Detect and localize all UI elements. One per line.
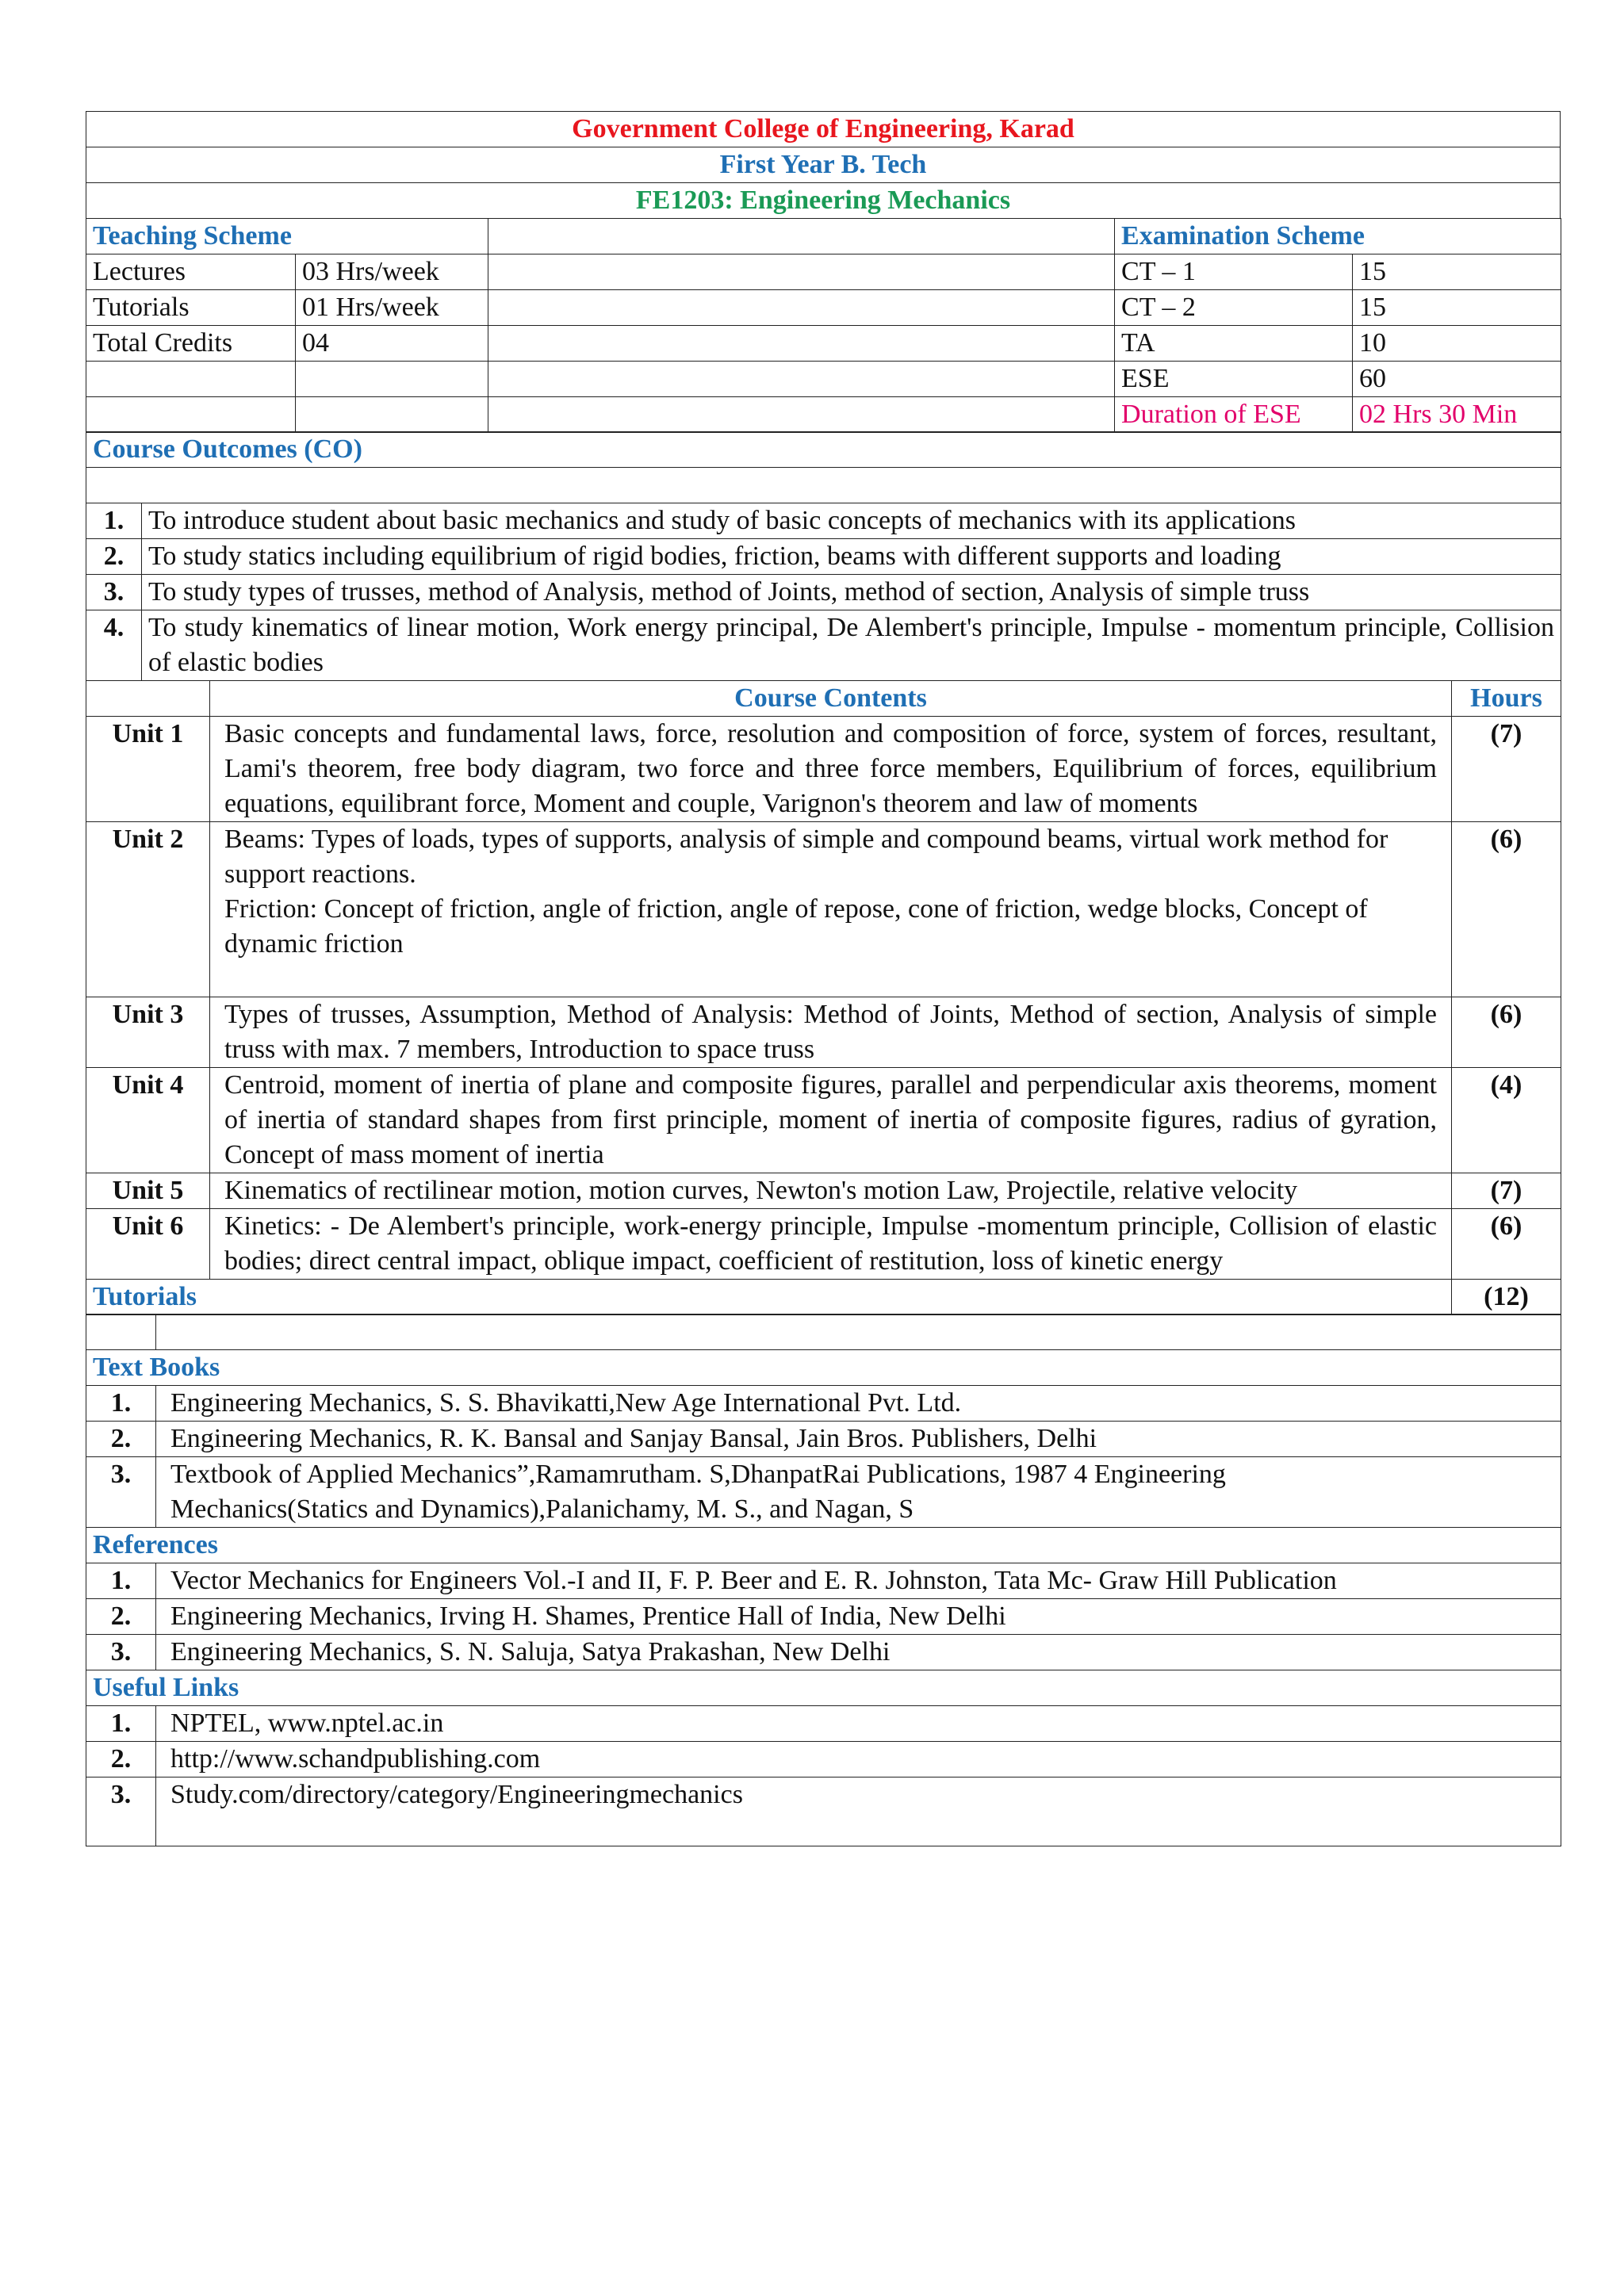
scheme-spacer — [488, 396, 1115, 432]
scheme-table — [86, 218, 1561, 433]
reference-number: 1. — [86, 1563, 156, 1599]
outcome-number: 2. — [86, 539, 142, 575]
scheme-spacer — [488, 289, 1115, 325]
teaching-value-empty — [296, 361, 488, 396]
course-title: FE1203: Engineering Mechanics — [86, 183, 1561, 219]
link-text[interactable]: http://www.schandpublishing.com — [156, 1742, 1561, 1777]
scheme-spacer — [488, 254, 1115, 289]
unit-text-friction: Friction: Concept of friction, angle of friction, angle of repose, cone of friction, wedge blocks, Concept of dynamic friction — [224, 894, 1368, 959]
contents-title: Course Contents — [210, 680, 1452, 716]
exam-value: 15 — [1353, 254, 1561, 289]
tutorials-hours: (12) — [1452, 1279, 1561, 1314]
scheme-spacer — [488, 325, 1115, 361]
teaching-label-empty — [86, 396, 296, 432]
link-text[interactable]: Study.com/directory/category/Engineeringmechanics — [156, 1777, 1561, 1846]
outcome-number: 3. — [86, 575, 142, 610]
unit-hours: (6) — [1452, 997, 1561, 1067]
textbook-text: Engineering Mechanics, R. K. Bansal and Sanjay Bansal, Jain Bros. Publishers, Delhi — [156, 1422, 1561, 1457]
textbooks-title: Text Books — [86, 1350, 1561, 1386]
outcome-text: To study statics including equilibrium of rigid bodies, friction, beams with different supports and loading — [142, 539, 1561, 575]
textbook-text: Engineering Mechanics, S. S. Bhavikatti,New Age International Pvt. Ltd. — [156, 1386, 1561, 1422]
year-title: First Year B. Tech — [86, 147, 1561, 183]
books-table — [86, 1314, 1561, 1846]
outcome-text: To study kinematics of linear motion, Work energy principal, De Alembert's principle, Impulse - momentum principle, Collision of elastic bodies — [142, 610, 1561, 681]
ese-duration-value: 02 Hrs 30 Min — [1353, 396, 1561, 432]
unit-text: Kinematics of rectilinear motion, motion curves, Newton's motion Law, Projectile, relative velocity — [210, 1173, 1452, 1208]
tutorials-label: Tutorials — [86, 1279, 1452, 1314]
link-text[interactable]: NPTEL, www.nptel.ac.in — [156, 1706, 1561, 1742]
unit-label: Unit 2 — [86, 821, 210, 997]
reference-text: Vector Mechanics for Engineers Vol.-I and II, F. P. Beer and E. R. Johnston, Tata Mc- Graw Hill Publication — [156, 1563, 1561, 1599]
outcome-text: To study types of trusses, method of Analysis, method of Joints, method of section, Analysis of simple truss — [142, 575, 1561, 610]
college-name: Government College of Engineering, Karad — [86, 112, 1561, 147]
outcomes-title: Course Outcomes (CO) — [86, 432, 1561, 468]
scheme-spacer — [488, 218, 1115, 254]
teaching-label: Tutorials — [86, 289, 296, 325]
unit-label: Unit 6 — [86, 1208, 210, 1279]
outcome-number: 4. — [86, 610, 142, 681]
exam-label: CT – 1 — [1115, 254, 1353, 289]
exam-value: 10 — [1353, 325, 1561, 361]
references-title: References — [86, 1528, 1561, 1563]
teaching-label: Total Credits — [86, 325, 296, 361]
reference-number: 3. — [86, 1635, 156, 1670]
books-spacer — [86, 1314, 156, 1350]
header-table — [86, 111, 1561, 219]
exam-label: TA — [1115, 325, 1353, 361]
outcomes-spacer — [86, 468, 1561, 503]
contents-corner — [86, 680, 210, 716]
unit-label: Unit 1 — [86, 716, 210, 821]
exam-scheme-title: Examination Scheme — [1115, 218, 1561, 254]
textbook-number: 3. — [86, 1457, 156, 1528]
textbook-number: 1. — [86, 1386, 156, 1422]
textbook-number: 2. — [86, 1422, 156, 1457]
outcomes-table — [86, 431, 1561, 681]
reference-text: Engineering Mechanics, S. N. Saluja, Satya Prakashan, New Delhi — [156, 1635, 1561, 1670]
unit-text: Kinetics: - De Alembert's principle, work-energy principle, Impulse -momentum principle, Collision of elastic bodies; direct central impact, oblique impact, coefficient of restitution, loss of kinetic energy — [210, 1208, 1452, 1279]
ese-duration-label: Duration of ESE — [1115, 396, 1353, 432]
exam-value: 60 — [1353, 361, 1561, 396]
hours-title: Hours — [1452, 680, 1561, 716]
textbook-text: Textbook of Applied Mechanics”,Ramamrutham. S,DhanpatRai Publications, 1987 4 Engineering Mechanics(Statics and Dynamics),Palanichamy, M. S., and Nagan, S — [156, 1457, 1561, 1528]
teaching-scheme-title: Teaching Scheme — [86, 218, 488, 254]
books-spacer — [156, 1314, 1561, 1350]
unit-hours: (6) — [1452, 1208, 1561, 1279]
unit-label: Unit 3 — [86, 997, 210, 1067]
unit-hours: (7) — [1452, 716, 1561, 821]
exam-value: 15 — [1353, 289, 1561, 325]
outcome-number: 1. — [86, 503, 142, 539]
exam-label: CT – 2 — [1115, 289, 1353, 325]
exam-label: ESE — [1115, 361, 1353, 396]
teaching-value-empty — [296, 396, 488, 432]
unit-text: Types of trusses, Assumption, Method of Analysis: Method of Joints, Method of section, Analysis of simple truss with max. 7 members, Introduction to space truss — [210, 997, 1452, 1067]
teaching-label-empty — [86, 361, 296, 396]
unit-text: Basic concepts and fundamental laws, force, resolution and composition of force, system of forces, resultant, Lami's theorem, free body diagram, two force and three force members, Equilibrium of forces, equilibrium equations, equilibrant force, Moment and couple, Varignon's theorem and law of moments — [210, 716, 1452, 821]
contents-table — [86, 680, 1561, 1315]
syllabus-page — [86, 111, 1561, 1846]
scheme-spacer — [488, 361, 1115, 396]
unit-text-block — [210, 821, 1452, 997]
unit-hours: (4) — [1452, 1067, 1561, 1173]
teaching-label: Lectures — [86, 254, 296, 289]
teaching-value: 01 Hrs/week — [296, 289, 488, 325]
link-number: 2. — [86, 1742, 156, 1777]
outcome-text: To introduce student about basic mechanics and study of basic concepts of mechanics with its applications — [142, 503, 1561, 539]
unit-label: Unit 4 — [86, 1067, 210, 1173]
unit-hours: (6) — [1452, 821, 1561, 997]
reference-number: 2. — [86, 1599, 156, 1635]
unit-text: Beams: Types of loads, types of supports, analysis of simple and compound beams, virtual work method for support reactions. — [224, 824, 1388, 889]
unit-text: Centroid, moment of inertia of plane and composite figures, parallel and perpendicular axis theorems, moment of inertia of standard shapes from first principle, moment of inertia of composite figures, radius of gyration, Concept of mass moment of inertia — [210, 1067, 1452, 1173]
link-number: 3. — [86, 1777, 156, 1846]
links-title: Useful Links — [86, 1670, 1561, 1706]
unit-hours: (7) — [1452, 1173, 1561, 1208]
unit-label: Unit 5 — [86, 1173, 210, 1208]
reference-text: Engineering Mechanics, Irving H. Shames, Prentice Hall of India, New Delhi — [156, 1599, 1561, 1635]
teaching-value: 04 — [296, 325, 488, 361]
link-number: 1. — [86, 1706, 156, 1742]
teaching-value: 03 Hrs/week — [296, 254, 488, 289]
